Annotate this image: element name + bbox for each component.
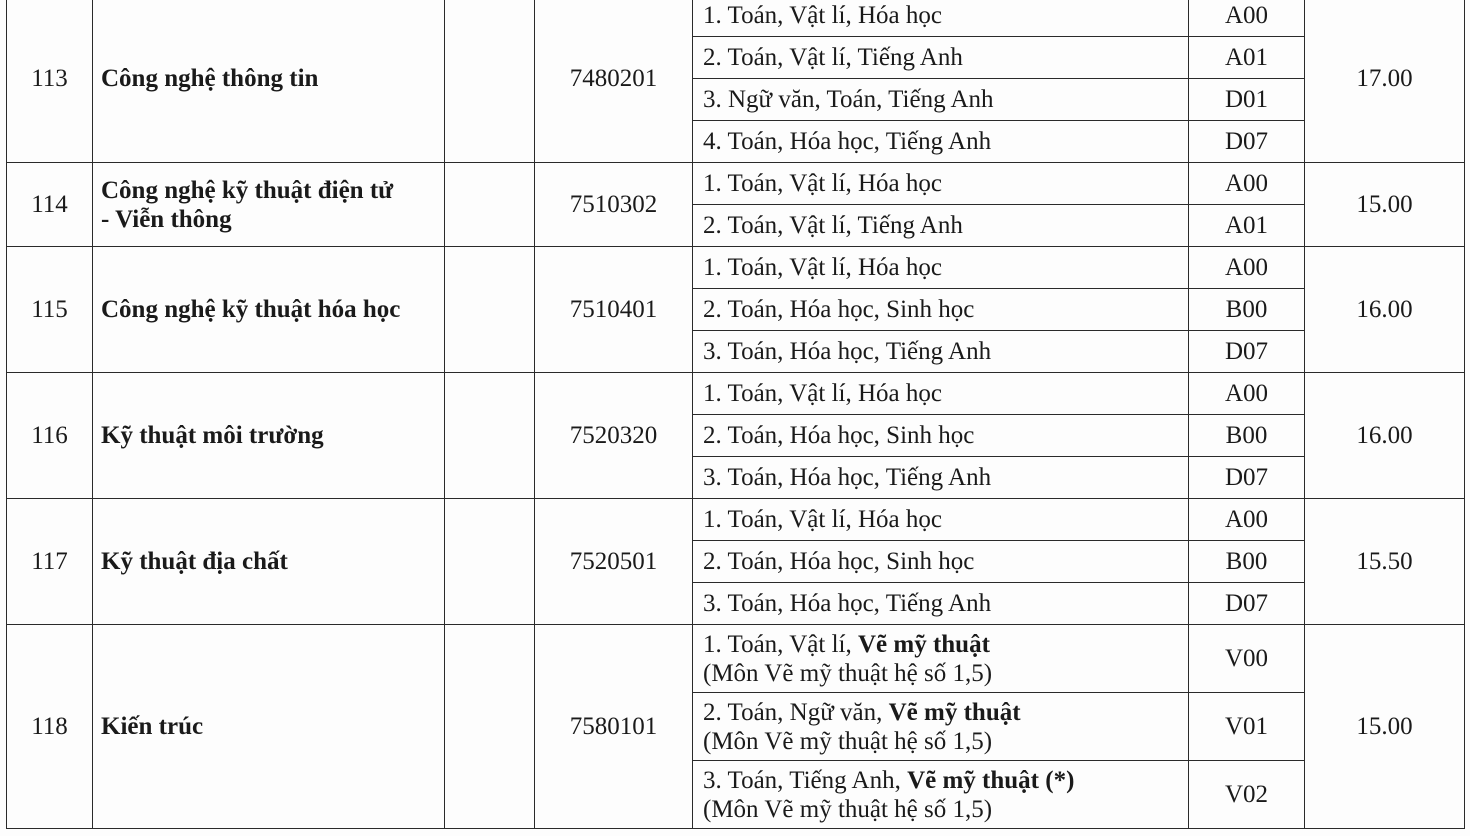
admission-score: 17.00 xyxy=(1305,0,1465,163)
subject-combination: 3. Ngữ văn, Toán, Tiếng Anh xyxy=(693,79,1189,121)
table-row xyxy=(7,625,1465,693)
combination-code: A00 xyxy=(1189,499,1305,541)
program-code: 7510401 xyxy=(535,247,693,373)
combination-note: (Môn Vẽ mỹ thuật hệ số 1,5) xyxy=(703,795,993,823)
combination-code: A00 xyxy=(1189,0,1305,37)
table-row xyxy=(7,373,1465,415)
combination-emphasis: Vẽ mỹ thuật xyxy=(888,698,1021,726)
combination-code: A01 xyxy=(1189,205,1305,247)
subject-combination xyxy=(693,693,1189,761)
subject-combination: 2. Toán, Hóa học, Sinh học xyxy=(693,289,1189,331)
subject-combination: 1. Toán, Vật lí, Hóa học xyxy=(693,247,1189,289)
program-name-line: - Viễn thông xyxy=(101,205,232,233)
program-name: Công nghệ kỹ thuật hóa học xyxy=(93,247,445,373)
combination-emphasis: Vẽ mỹ thuật xyxy=(857,630,990,658)
subject-combination: 1. Toán, Vật lí, Hóa học xyxy=(693,373,1189,415)
admissions-table xyxy=(6,0,1465,829)
table-row xyxy=(7,499,1465,541)
empty-cell xyxy=(445,625,535,829)
admission-score: 15.00 xyxy=(1305,625,1465,829)
subject-combination: 3. Toán, Hóa học, Tiếng Anh xyxy=(693,331,1189,373)
program-code: 7520501 xyxy=(535,499,693,625)
subject-combination: 2. Toán, Hóa học, Sinh học xyxy=(693,541,1189,583)
program-code: 7580101 xyxy=(535,625,693,829)
admission-score: 16.00 xyxy=(1305,247,1465,373)
program-name: Kỹ thuật môi trường xyxy=(93,373,445,499)
subject-combination: 1. Toán, Vật lí, Hóa học xyxy=(693,499,1189,541)
combination-code: V01 xyxy=(1189,693,1305,761)
table-row xyxy=(7,247,1465,289)
combination-code: B00 xyxy=(1189,289,1305,331)
combination-code: A00 xyxy=(1189,373,1305,415)
subject-combination: 1. Toán, Vật lí, Hóa học xyxy=(693,163,1189,205)
program-number: 118 xyxy=(7,625,93,829)
combination-subjects: 3. Toán, Tiếng Anh, xyxy=(703,766,908,794)
program-number: 113 xyxy=(7,0,93,163)
combination-code: D07 xyxy=(1189,331,1305,373)
program-code: 7480201 xyxy=(535,0,693,163)
program-name-line: Công nghệ kỹ thuật điện tử xyxy=(101,176,394,204)
program-name: Kiến trúc xyxy=(93,625,445,829)
empty-cell xyxy=(445,499,535,625)
combination-code: D07 xyxy=(1189,583,1305,625)
table-row xyxy=(7,163,1465,205)
combination-note: (Môn Vẽ mỹ thuật hệ số 1,5) xyxy=(703,659,993,687)
combination-code: A01 xyxy=(1189,37,1305,79)
combination-code: B00 xyxy=(1189,415,1305,457)
admission-score: 15.00 xyxy=(1305,163,1465,247)
program-code: 7510302 xyxy=(535,163,693,247)
combination-subjects: 2. Toán, Ngữ văn, xyxy=(703,698,889,726)
admission-score: 15.50 xyxy=(1305,499,1465,625)
program-name: Kỹ thuật địa chất xyxy=(93,499,445,625)
subject-combination: 4. Toán, Hóa học, Tiếng Anh xyxy=(693,121,1189,163)
subject-combination: 2. Toán, Hóa học, Sinh học xyxy=(693,415,1189,457)
combination-code: A00 xyxy=(1189,163,1305,205)
combination-code: V00 xyxy=(1189,625,1305,693)
program-code: 7520320 xyxy=(535,373,693,499)
subject-combination xyxy=(693,625,1189,693)
combination-emphasis: Vẽ mỹ thuật (*) xyxy=(907,766,1075,794)
combination-code: V02 xyxy=(1189,761,1305,829)
program-number: 115 xyxy=(7,247,93,373)
program-number: 116 xyxy=(7,373,93,499)
subject-combination: 3. Toán, Hóa học, Tiếng Anh xyxy=(693,583,1189,625)
table-row xyxy=(7,0,1465,37)
program-name: Công nghệ thông tin xyxy=(93,0,445,163)
program-number: 114 xyxy=(7,163,93,247)
combination-code: A00 xyxy=(1189,247,1305,289)
subject-combination: 1. Toán, Vật lí, Hóa học xyxy=(693,0,1189,37)
combination-note: (Môn Vẽ mỹ thuật hệ số 1,5) xyxy=(703,727,993,755)
combination-code: D01 xyxy=(1189,79,1305,121)
subject-combination: 3. Toán, Hóa học, Tiếng Anh xyxy=(693,457,1189,499)
empty-cell xyxy=(445,247,535,373)
combination-code: D07 xyxy=(1189,457,1305,499)
combination-code: B00 xyxy=(1189,541,1305,583)
program-name xyxy=(93,163,445,247)
subject-combination: 2. Toán, Vật lí, Tiếng Anh xyxy=(693,37,1189,79)
program-number: 117 xyxy=(7,499,93,625)
empty-cell xyxy=(445,373,535,499)
subject-combination: 2. Toán, Vật lí, Tiếng Anh xyxy=(693,205,1189,247)
empty-cell xyxy=(445,0,535,163)
combination-code: D07 xyxy=(1189,121,1305,163)
subject-combination xyxy=(693,761,1189,829)
empty-cell xyxy=(445,163,535,247)
combination-subjects: 1. Toán, Vật lí, xyxy=(703,630,858,658)
admission-score: 16.00 xyxy=(1305,373,1465,499)
